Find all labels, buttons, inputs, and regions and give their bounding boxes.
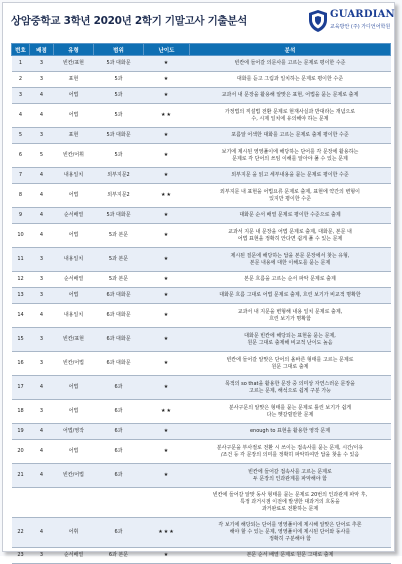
row-range: 6과 [94,424,144,440]
table-row [12,352,391,376]
row-score: 3 [30,72,54,88]
analysis-line: enough to 표현을 활용한 영작 문제 [249,428,331,435]
row-number: 20 [12,440,30,464]
analysis-line: 있지만 평이한 수준 [269,195,311,202]
row-score: 3 [30,400,54,424]
document-sheet [2,2,395,559]
analysis-line: 어법 표현을 정확히 안다면 쉽게 풀 수 있는 문제 [237,235,343,242]
row-range: 5과 본문 [94,224,144,248]
row-range: 5과 본문 [94,248,144,272]
logo-subtitle: 교육방안 (주) 가디언어학원 [330,24,391,30]
row-range: 5과 대화문 [94,208,144,224]
row-difficulty: ★★ [144,184,190,208]
guardian-logo [306,7,395,37]
row-score: 4 [30,224,54,248]
row-difficulty: ★ [144,248,190,272]
row-analysis [190,352,391,376]
analysis-table [11,43,391,564]
row-score: 4 [30,440,54,464]
row-difficulty: ★ [144,376,190,400]
analysis-line: 과거완료로 전환하는 문제 [261,505,319,512]
row-type: 어법 [54,224,94,248]
row-analysis [190,168,391,184]
row-type: 어법 [54,440,94,464]
row-difficulty: ★ [144,208,190,224]
analysis-line: 대화문 순서 배열 문제로 평이한 수준으로 출제 [239,212,341,219]
row-number: 18 [12,400,30,424]
row-range: 6과 [94,518,144,548]
row-number: 8 [12,184,30,208]
row-type: 내용일치 [54,248,94,272]
row-score: 3 [30,328,54,352]
row-type: 어휘 [54,518,94,548]
row-range: 6과 [94,400,144,424]
analysis-line: 교과서 지문 내 문장을 어법 문제로 출제, 대화문, 본문 내 [228,228,352,235]
row-analysis [190,376,391,400]
row-analysis [190,440,391,464]
row-type: 어법 [54,400,94,424]
row-type: 순서배열 [54,272,94,288]
analysis-line: 분사구문의 알맞은 형태를 묻는 문제로 틀린 보기가 쉽게 [228,404,352,411]
row-number: 13 [12,288,30,304]
row-range: 6과 대화문 [94,288,144,304]
analysis-line: 빈칸에 들어갈 의문사를 고르는 문제로 평이한 수준 [234,60,346,67]
analysis-line: 원문 그대로 출제 [271,363,309,370]
row-score: 3 [30,248,54,272]
analysis-line: 다는 헷갈릴만한 문제 [266,411,314,418]
row-type [54,488,94,518]
row-range: 5과 [94,72,144,88]
row-range: 6과 대화문 [94,352,144,376]
row-score: 4 [30,208,54,224]
row-difficulty: ★ [144,128,190,144]
table-row [12,464,391,488]
row-range: 6과 [94,440,144,464]
table-row [12,424,391,440]
analysis-line: 본문 흐름을 고르는 순서 파악 문제로 출제 [244,276,336,283]
row-number: 1 [12,56,30,72]
row-score: 5 [30,144,54,168]
row-type: 어법/영작 [54,424,94,440]
row-number: 3 [12,88,30,104]
row-range: 6과 대화문 [94,328,144,352]
row-type: 빈칸/표현 [54,56,94,72]
table-row [12,128,391,144]
row-difficulty: ★ [144,144,190,168]
table-row [12,168,391,184]
page-title: 상암중학교 3학년 2020년 2학기 기말고사 기출분석 [11,15,247,27]
analysis-line: 원문 그대로 출제해 비교적 난이도 높음 [247,339,333,346]
table-row [12,88,391,104]
row-difficulty [144,488,190,518]
row-number: 10 [12,224,30,248]
analysis-line: 교과서 내 지문을 변형해 내용 일치 문제로 출제, [237,308,343,315]
row-type: 내용일치 [54,304,94,328]
row-analysis [190,208,391,224]
row-number: 14 [12,304,30,328]
table-row [12,440,391,464]
row-score: 3 [30,288,54,304]
row-difficulty: ★★ [144,104,190,128]
analysis-line: 대화문 빈칸에 해당되는 표현을 묻는 문제, [244,332,336,339]
analysis-line: 대화를 듣고 그림과 일치하는 문제로 평이한 수준 [236,76,344,83]
row-analysis [190,248,391,272]
table-row [12,400,391,424]
row-score: 3 [30,56,54,72]
row-number: 23 [12,548,30,564]
row-range: 6과 본문 [94,548,144,564]
row-range: 외부지문2 [94,184,144,208]
row-score: 4 [30,88,54,104]
row-difficulty: ★ [144,168,190,184]
row-type: 표현 [54,72,94,88]
analysis-line: 두 문장의 인과관계를 파악해야 함 [253,475,327,482]
analysis-line: 보기에 제시된 영영풀이에 해당하는 단어를 각 문장에 활용하는 [221,148,359,155]
row-number: 7 [12,168,30,184]
analysis-line: 해야 할 수 있는 문제, 영영풀이에 제시된 단어와 동사를 [229,529,351,536]
row-score [30,488,54,518]
row-type: 어법 [54,88,94,104]
row-number: 21 [12,464,30,488]
row-score: 4 [30,376,54,400]
row-score: 4 [30,184,54,208]
row-type: 순서배열 [54,208,94,224]
row-difficulty: ★ [144,72,190,88]
row-analysis [190,464,391,488]
row-analysis [190,128,391,144]
analysis-line: 분사구문을 부사절로 전환 시 쓰이는 접속사를 묻는 문제, 시간/이유 [216,444,364,451]
row-number: 9 [12,208,30,224]
analysis-line: 교과서 내 문장을 활용해 알맞은 표현, 어법을 묻는 문제로 출제 [221,92,359,99]
analysis-line: 정확히 구분해야 함 [269,535,311,542]
row-score: 4 [30,168,54,184]
row-difficulty: ★ [144,352,190,376]
row-type: 어법 [54,288,94,304]
analysis-line: 가정법의 직설법 전환 문제로 현재사실과 반대라는 개념으로 [224,108,356,115]
col-header-difficulty: 난이도 [144,44,190,56]
row-score: 3 [30,352,54,376]
row-range: 5과 [94,144,144,168]
row-score: 4 [30,304,54,328]
table-row [12,56,391,72]
col-header-number: 번호 [12,44,30,56]
row-type: 순서배열 [54,548,94,564]
table-row [12,224,391,248]
row-score: 3 [30,548,54,564]
analysis-line: 고르는 문제, 해석으로 쉽게 구분 가능 [249,387,331,394]
table-row [12,144,391,168]
row-type: 빈칸/어법 [54,464,94,488]
row-range: 5과 [94,104,144,128]
table-row [12,104,391,128]
row-range: 6과 [94,376,144,400]
row-range: 외부지문2 [94,168,144,184]
row-number: 17 [12,376,30,400]
row-difficulty: ★ [144,440,190,464]
row-type: 어법 [54,376,94,400]
col-header-analysis: 분석 [190,44,391,56]
row-difficulty: ★ [144,548,190,564]
row-range [94,488,144,518]
row-analysis [190,288,391,304]
row-analysis [190,144,391,168]
col-header-score: 배점 [30,44,54,56]
row-type: 내용일치 [54,168,94,184]
row-analysis [190,224,391,248]
row-analysis [190,488,391,518]
row-analysis [190,104,391,128]
row-difficulty: ★★★ [144,518,190,548]
row-range: 6과 [94,464,144,488]
table-row [12,272,391,288]
row-difficulty: ★ [144,304,190,328]
col-header-type: 유형 [54,44,94,56]
row-range: 6과 대화문 [94,304,144,328]
row-analysis [190,88,391,104]
row-range: 5과 [94,88,144,104]
row-range: 5과 본문 [94,272,144,288]
analysis-line: /조건 등 각 문장의 의미를 정확히 파악하여만 답을 찾을 수 있음 [220,451,360,458]
row-analysis [190,328,391,352]
row-analysis [190,304,391,328]
row-type: 어법 [54,104,94,128]
analysis-line: 대화문 흐름 그대로 어법 문제로 출제, 흐린 보기가 비교적 명확한 [219,292,361,299]
table-row [12,488,391,518]
row-difficulty: ★ [144,424,190,440]
table-row [12,328,391,352]
row-number: 5 [12,128,30,144]
row-difficulty: ★ [144,224,190,248]
row-range: 5과 대화문 [94,128,144,144]
analysis-line: 목적의 so that을 활용한 문장 중 의미상 자연스러운 문장을 [225,380,355,387]
row-difficulty: ★★ [144,400,190,424]
row-number: 2 [12,72,30,88]
row-number: 16 [12,352,30,376]
row-analysis [190,424,391,440]
analysis-line: 문제로 각 단어의 쓰임 이해를 알아야 풀 수 있는 문제 [232,155,348,162]
table-row [12,518,391,548]
analysis-line: 빈칸에 들어갈 접속사를 고르는 문제로 [248,468,332,475]
analysis-line: 본문 순서 배열 문제로 원문 그대로 출제 [246,552,334,559]
row-number: 19 [12,424,30,440]
analysis-line: 수, 시제 일치에 유의해야 하는 문제 [251,115,329,122]
analysis-line: 본문 내용에 대한 이해도를 묻는 문제 [249,259,331,266]
row-type: 빈칸/어휘 [54,144,94,168]
row-analysis [190,518,391,548]
row-score: 3 [30,272,54,288]
logo-brand: GUARDIAN [330,9,395,20]
row-difficulty: ★ [144,328,190,352]
row-score: 4 [30,464,54,488]
row-score: 4 [30,104,54,128]
row-number: 6 [12,144,30,168]
shield-icon [308,9,328,33]
table-row [12,184,391,208]
row-difficulty: ★ [144,88,190,104]
analysis-line: 빈칸에 들어갈 알맞 동사 형태를 묻는 문제로 20번의 인과관계 파악 후, [212,492,368,499]
row-score: 3 [30,128,54,144]
table-header-row [12,44,391,56]
table-row [12,72,391,88]
row-score: 4 [30,518,54,548]
row-analysis [190,400,391,424]
table-row [12,288,391,304]
col-header-range: 범위 [94,44,144,56]
analysis-line: 제시된 질문에 해당하는 답을 본문 문장에서 찾는 유형, [230,252,350,259]
analysis-line: 외부지문 을 읽고 세부내용을 묻는 문제로 평이한 수준 [231,172,349,179]
row-difficulty: ★ [144,56,190,72]
table-row [12,376,391,400]
row-type: 빈칸/표현 [54,328,94,352]
table-row [12,208,391,224]
row-difficulty: ★ [144,288,190,304]
row-analysis [190,56,391,72]
table-row [12,304,391,328]
row-type: 빈칸/어법 [54,352,94,376]
analysis-line: 특정 과거시점 이전에 발생한 대과거의 흐동을 [240,499,340,506]
row-number: 15 [12,328,30,352]
row-analysis [190,272,391,288]
analysis-line: 각 보기에 해당되는 단어를 영영풀이에 제시해 알맞은 단어로 추론 [218,522,362,529]
row-number: 11 [12,248,30,272]
table-body [12,56,391,564]
analysis-line: 흐린 보기가 명확함 [269,315,311,322]
row-type: 어법 [54,184,94,208]
analysis-line: 외부지문 내 표현을 어법요류 문제로 출제, 표현에 약간의 변형이 [220,188,360,195]
row-analysis [190,184,391,208]
row-difficulty: ★ [144,272,190,288]
row-number: 4 [12,104,30,128]
row-score: 4 [30,424,54,440]
analysis-line: 포름알 어색한 대화를 고르는 문제로 출제 평이한 수준 [231,132,349,139]
row-number: 22 [12,518,30,548]
row-type: 표현 [54,128,94,144]
table-row [12,248,391,272]
row-analysis [190,72,391,88]
row-range: 5과 대화문 [94,56,144,72]
row-difficulty: ★ [144,464,190,488]
analysis-line: 빈칸에 들어갈 알맞은 단어의 올바른 형태를 고르는 문제로 [226,356,354,363]
row-number [12,488,30,518]
row-number: 12 [12,272,30,288]
